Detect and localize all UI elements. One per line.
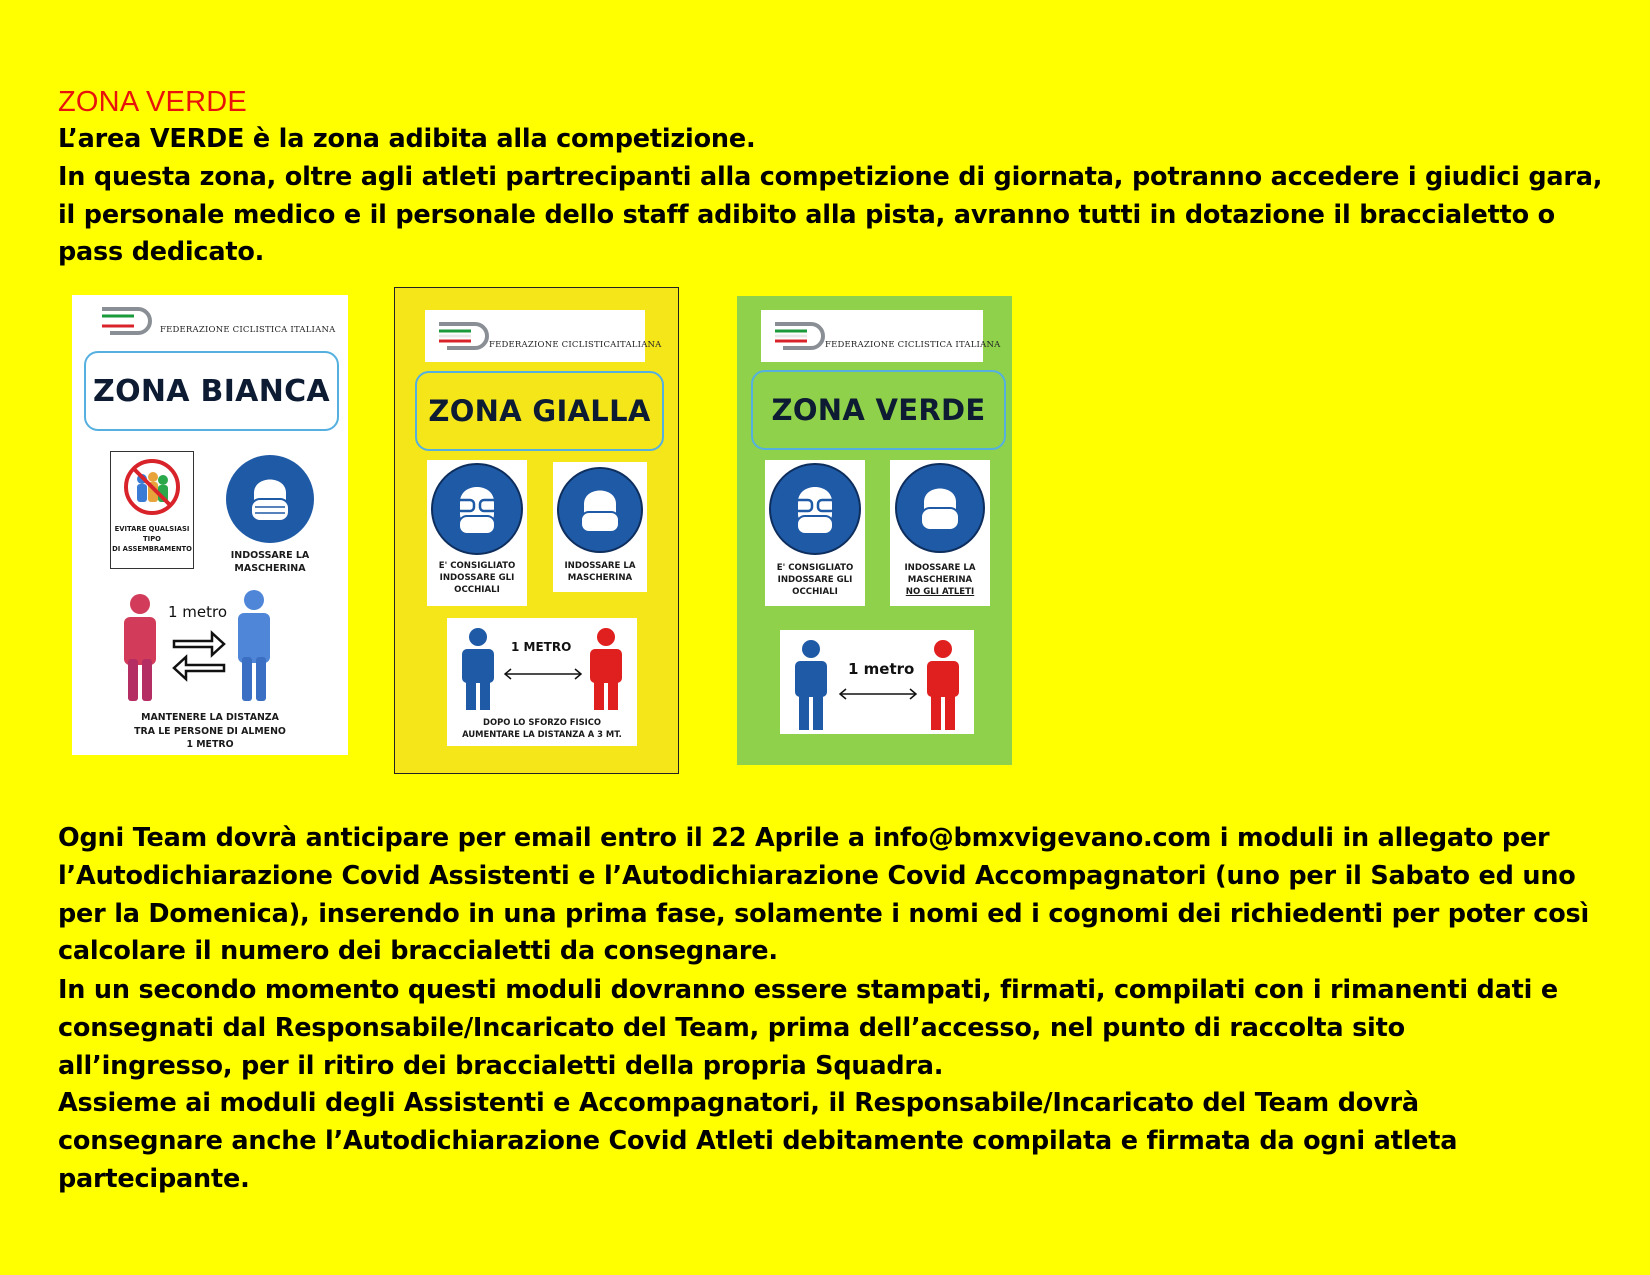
body-line: Ogni Team dovrà anticipare per email entro il 22 Aprile a info@bmxvigevano.com i moduli in allegato per xyxy=(58,823,1550,853)
fci-org-name: FEDERAZIONE CICLISTICA ITALIANA xyxy=(160,325,336,335)
body-line: consegnati dal Responsabile/Incaricato del Team, prima dell’accesso, nel punto di raccolta sito xyxy=(58,1012,1405,1043)
body-line: per la Domenica), inserendo in una prima fase, solamente i nomi ed i cognomi dei richiedenti per poter così xyxy=(58,898,1590,929)
glasses-mask-icon xyxy=(430,462,524,556)
intro-line: il personale medico e il personale dello staff adibito alla pista, avranno tutti in dotazione il braccialetto o xyxy=(58,199,1555,230)
zone-title: ZONA GIALLA xyxy=(415,371,664,451)
body-line: l’Autodichiarazione Covid Assistenti e l’Autodichiarazione Covid Accompagnatori (uno per il Sabato ed uno xyxy=(58,860,1576,891)
poster-zona-verde xyxy=(737,296,1012,765)
email-instructions-paragraph xyxy=(58,820,1618,971)
sign-caption: INDOSSARE LA MASCHERINA xyxy=(230,550,310,574)
mask-icon xyxy=(894,462,986,554)
body-line: In un secondo momento questi moduli dovranno essere stampati, firmati, compilati con i rimanenti dati e xyxy=(58,975,1558,1005)
double-arrow-icon xyxy=(172,629,226,681)
distance-sign xyxy=(780,630,974,734)
double-arrow-icon xyxy=(503,668,583,680)
person-icon xyxy=(790,640,832,730)
no-gathering-sign xyxy=(110,451,194,569)
mask-icon xyxy=(556,466,644,554)
sign-caption: INDOSSARE LA MASCHERINA xyxy=(564,561,636,583)
sign-caption: E' CONSIGLIATO INDOSSARE GLI OCCHIALI xyxy=(438,561,516,595)
intro-line: In questa zona, oltre agli atleti partrecipanti alla competizione di giornata, potranno accedere i giudici gara, xyxy=(58,161,1603,192)
distance-sign xyxy=(447,618,637,746)
sign-caption: DOPO LO SFORZO FISICO AUMENTARE LA DISTANZA A 3 MT. xyxy=(462,717,622,739)
poster-zona-bianca xyxy=(72,295,348,755)
person-icon xyxy=(922,640,964,730)
glasses-sign xyxy=(765,460,865,606)
mask-sign xyxy=(890,460,990,606)
zone-title: ZONA VERDE xyxy=(751,370,1006,450)
glasses-mask-icon xyxy=(768,462,862,556)
section-heading: ZONA VERDE xyxy=(58,86,247,118)
athletes-paragraph xyxy=(58,1085,1618,1198)
mask-icon xyxy=(224,453,316,545)
sign-caption: INDOSSARE LA MASCHERINA NO GLI ATLETI xyxy=(904,563,976,597)
mask-sign xyxy=(553,462,647,592)
body-line: calcolare il numero dei braccialetti da consegnare. xyxy=(58,936,778,967)
intro-line: pass dedicato. xyxy=(58,237,265,268)
person-icon xyxy=(457,628,499,710)
body-line: partecipante. xyxy=(58,1163,250,1194)
distance-label: 1 METRO xyxy=(511,640,572,654)
double-arrow-icon xyxy=(838,688,918,700)
person-icon xyxy=(585,628,627,710)
fci-logo-icon xyxy=(773,318,829,352)
sign-caption: MANTENERE LA DISTANZA TRA LE PERSONE DI ALMENO 1 METRO xyxy=(134,712,286,750)
distance-label: 1 metro xyxy=(848,660,915,678)
delivery-paragraph xyxy=(58,972,1618,1085)
fci-org-name: FEDERAZIONE CICLISTICAITALIANA xyxy=(489,340,662,350)
intro-line: L’area VERDE è la zona adibita alla competizione. xyxy=(58,124,756,154)
body-line: consegnare anche l’Autodichiarazione Covid Atleti debitamente compilata e firmata da ogni atleta xyxy=(58,1125,1458,1156)
poster-zona-gialla xyxy=(394,287,679,774)
fci-org-name: FEDERAZIONE CICLISTICA ITALIANA xyxy=(825,340,1001,350)
person-icon xyxy=(232,589,276,701)
no-gathering-icon xyxy=(122,457,182,517)
glasses-sign xyxy=(427,460,527,606)
fci-logo-icon xyxy=(437,318,493,352)
fci-logo-icon xyxy=(100,303,156,337)
zone-title: ZONA BIANCA xyxy=(84,351,339,431)
intro-paragraph xyxy=(58,121,1618,272)
sign-caption: EVITARE QUALSIASI TIPO DI ASSEMBRAMENTO xyxy=(112,525,192,553)
body-line: Assieme ai moduli degli Assistenti e Accompagnatori, il Responsabile/Incaricato del Team dovrà xyxy=(58,1088,1419,1118)
distance-label: 1 metro xyxy=(168,603,228,621)
person-icon xyxy=(118,593,162,701)
sign-caption: E' CONSIGLIATO INDOSSARE GLI OCCHIALI xyxy=(776,563,854,597)
body-line: all’ingresso, per il ritiro dei braccialetti della propria Squadra. xyxy=(58,1050,944,1081)
